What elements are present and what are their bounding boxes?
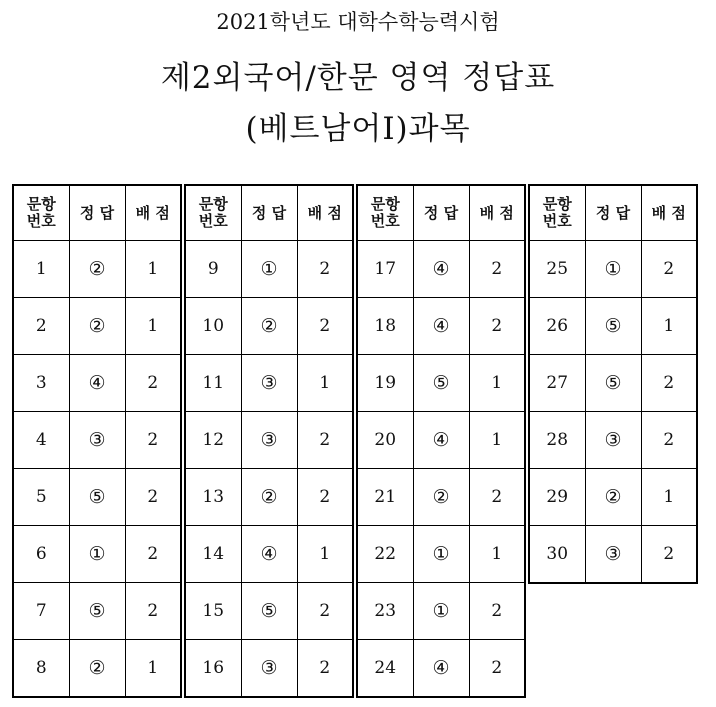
question-number-cell: 20 (357, 412, 413, 469)
answer-cell: ③ (585, 526, 641, 584)
table-row (529, 469, 697, 526)
table-row (529, 355, 697, 412)
table-row (185, 298, 353, 355)
answer-cell: ④ (413, 412, 469, 469)
score-cell: 2 (641, 355, 697, 412)
answer-cell: ⑤ (69, 583, 125, 640)
score-cell: 2 (469, 640, 525, 698)
answer-cell: ② (585, 469, 641, 526)
question-number-cell: 2 (13, 298, 69, 355)
answer-group-1 (12, 184, 182, 698)
table-row (185, 412, 353, 469)
score-cell: 1 (469, 355, 525, 412)
answer-cell: ② (69, 298, 125, 355)
question-number-cell: 13 (185, 469, 241, 526)
table-row (529, 298, 697, 355)
question-number-cell: 18 (357, 298, 413, 355)
score-header: 배 점 (641, 185, 697, 241)
table-row (357, 241, 525, 298)
score-cell: 1 (125, 298, 181, 355)
table-row (357, 355, 525, 412)
question-number-cell: 23 (357, 583, 413, 640)
answer-cell: ① (241, 241, 297, 298)
table-row (185, 241, 353, 298)
answer-cell: ⑤ (585, 298, 641, 355)
table-row (185, 640, 353, 698)
table-row (13, 640, 181, 698)
score-cell: 1 (297, 526, 353, 583)
score-cell: 2 (125, 583, 181, 640)
table-row (529, 526, 697, 584)
answer-cell: ① (413, 583, 469, 640)
question-number-cell: 26 (529, 298, 585, 355)
score-header: 배 점 (125, 185, 181, 241)
score-cell: 1 (469, 412, 525, 469)
answer-group-2 (184, 184, 354, 698)
table-row (357, 583, 525, 640)
score-cell: 2 (297, 640, 353, 698)
answer-cell: ② (69, 640, 125, 698)
question-number-cell: 8 (13, 640, 69, 698)
answer-cell: ④ (413, 640, 469, 698)
question-number-header: 문항 번호 (185, 185, 241, 241)
answer-group-4 (528, 184, 698, 584)
table-row (13, 583, 181, 640)
score-cell: 2 (297, 412, 353, 469)
score-cell: 2 (297, 469, 353, 526)
score-cell: 1 (125, 640, 181, 698)
answer-cell: ② (241, 298, 297, 355)
table-row (13, 298, 181, 355)
score-header: 배 점 (469, 185, 525, 241)
answer-cell: ① (413, 526, 469, 583)
answer-cell: ⑤ (69, 469, 125, 526)
score-cell: 2 (641, 241, 697, 298)
subject-title: (베트남어Ⅰ)과목 (245, 111, 471, 147)
question-number-cell: 25 (529, 241, 585, 298)
answer-cell: ⑤ (241, 583, 297, 640)
question-number-header: 문항 번호 (529, 185, 585, 241)
table-header-row (529, 185, 697, 241)
table-row (357, 298, 525, 355)
table-row (13, 241, 181, 298)
table-row (529, 241, 697, 298)
exam-title: 2021학년도 대학수학능력시험 (216, 10, 500, 34)
table-header-row (13, 185, 181, 241)
answer-cell: ③ (69, 412, 125, 469)
table-row (357, 526, 525, 583)
score-cell: 2 (469, 241, 525, 298)
answer-cell: ① (69, 526, 125, 583)
score-cell: 2 (125, 412, 181, 469)
table-row (13, 469, 181, 526)
answer-cell: ④ (413, 298, 469, 355)
table-row (185, 355, 353, 412)
answer-cell: ② (413, 469, 469, 526)
question-number-cell: 22 (357, 526, 413, 583)
question-number-cell: 3 (13, 355, 69, 412)
score-cell: 2 (125, 355, 181, 412)
answer-cell: ③ (241, 355, 297, 412)
table-row (357, 469, 525, 526)
table-row (529, 412, 697, 469)
table-row (185, 469, 353, 526)
answer-cell: ④ (69, 355, 125, 412)
question-number-header: 문항 번호 (13, 185, 69, 241)
table-header-row (185, 185, 353, 241)
table-row (185, 526, 353, 583)
answer-cell: ④ (413, 241, 469, 298)
answer-header: 정 답 (241, 185, 297, 241)
table-row (357, 412, 525, 469)
question-number-cell: 21 (357, 469, 413, 526)
question-number-cell: 14 (185, 526, 241, 583)
question-number-cell: 7 (13, 583, 69, 640)
question-number-cell: 15 (185, 583, 241, 640)
question-number-cell: 17 (357, 241, 413, 298)
table-row (185, 583, 353, 640)
question-number-cell: 29 (529, 469, 585, 526)
answer-cell: ⑤ (413, 355, 469, 412)
question-number-cell: 6 (13, 526, 69, 583)
answer-cell: ④ (241, 526, 297, 583)
score-cell: 1 (469, 526, 525, 583)
answer-cell: ③ (241, 412, 297, 469)
question-number-cell: 9 (185, 241, 241, 298)
score-cell: 2 (641, 412, 697, 469)
question-number-cell: 4 (13, 412, 69, 469)
score-cell: 2 (125, 526, 181, 583)
answer-cell: ② (241, 469, 297, 526)
question-number-cell: 1 (13, 241, 69, 298)
question-number-header: 문항 번호 (357, 185, 413, 241)
score-cell: 1 (641, 469, 697, 526)
score-cell: 2 (297, 298, 353, 355)
score-cell: 2 (469, 298, 525, 355)
question-number-cell: 10 (185, 298, 241, 355)
question-number-cell: 11 (185, 355, 241, 412)
question-number-cell: 19 (357, 355, 413, 412)
answer-header: 정 답 (585, 185, 641, 241)
score-header: 배 점 (297, 185, 353, 241)
question-number-cell: 27 (529, 355, 585, 412)
question-number-cell: 5 (13, 469, 69, 526)
question-number-cell: 16 (185, 640, 241, 698)
answer-header: 정 답 (413, 185, 469, 241)
score-cell: 2 (641, 526, 697, 584)
answer-group-3 (356, 184, 526, 698)
table-row (13, 526, 181, 583)
answer-cell: ③ (585, 412, 641, 469)
answer-cell: ③ (241, 640, 297, 698)
score-cell: 2 (469, 583, 525, 640)
table-row (357, 640, 525, 698)
score-cell: 2 (297, 583, 353, 640)
score-cell: 1 (641, 298, 697, 355)
score-cell: 2 (469, 469, 525, 526)
question-number-cell: 24 (357, 640, 413, 698)
score-cell: 1 (125, 241, 181, 298)
answer-cell: ① (585, 241, 641, 298)
score-cell: 2 (297, 241, 353, 298)
table-header-row (357, 185, 525, 241)
question-number-cell: 12 (185, 412, 241, 469)
score-cell: 1 (297, 355, 353, 412)
table-row (13, 412, 181, 469)
section-title: 제2외국어/한문 영역 정답표 (160, 60, 556, 96)
answer-cell: ② (69, 241, 125, 298)
score-cell: 2 (125, 469, 181, 526)
answer-cell: ⑤ (585, 355, 641, 412)
question-number-cell: 28 (529, 412, 585, 469)
table-row (13, 355, 181, 412)
question-number-cell: 30 (529, 526, 585, 584)
answer-header: 정 답 (69, 185, 125, 241)
